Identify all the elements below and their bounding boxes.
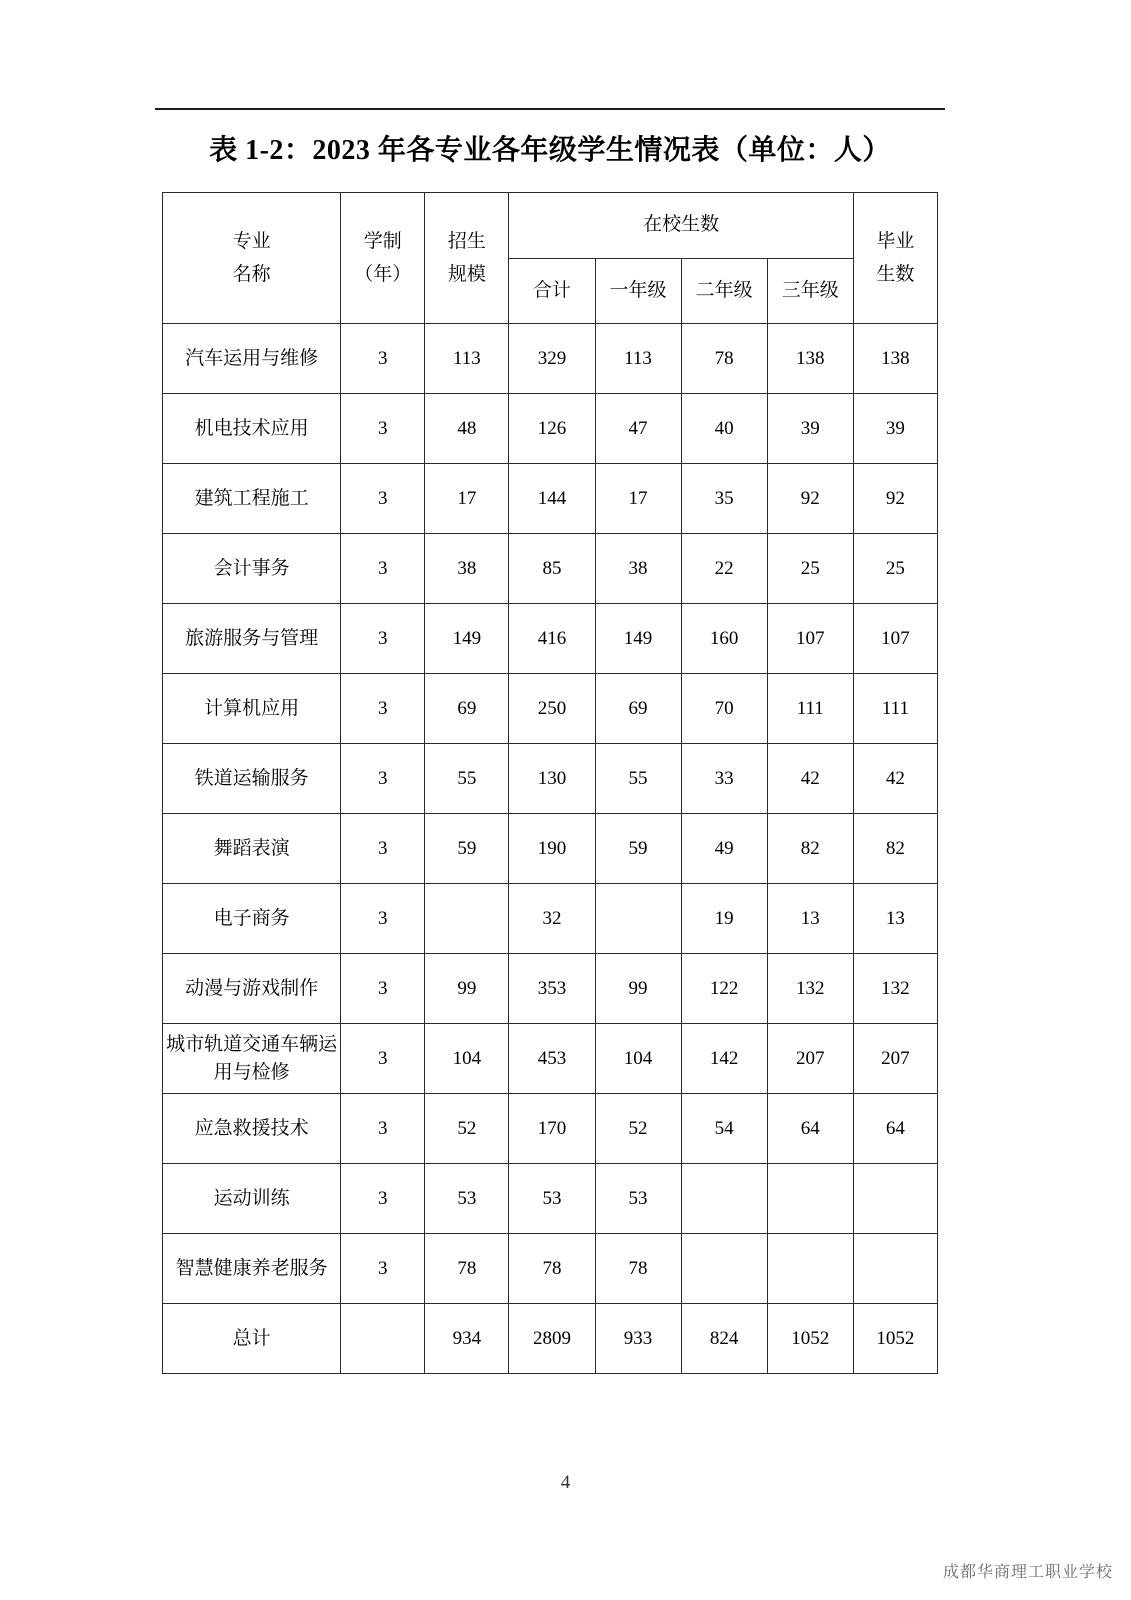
cell-grade2: 40 bbox=[681, 394, 767, 464]
column-header-major-line2: 名称 bbox=[232, 264, 271, 285]
cell-total: 250 bbox=[509, 674, 595, 744]
cell-intake: 52 bbox=[425, 1094, 509, 1164]
cell-grade2 bbox=[681, 1164, 767, 1234]
cell-total: 2809 bbox=[509, 1304, 595, 1374]
cell-total: 85 bbox=[509, 534, 595, 604]
student-statistics-table bbox=[162, 192, 938, 1374]
student-table-container bbox=[162, 192, 938, 1374]
cell-grade1: 59 bbox=[595, 814, 681, 884]
table-row bbox=[163, 324, 938, 394]
cell-total: 78 bbox=[509, 1234, 595, 1304]
table-row bbox=[163, 884, 938, 954]
cell-grade3: 13 bbox=[767, 884, 853, 954]
cell-major: 总计 bbox=[163, 1304, 341, 1374]
cell-grade1: 38 bbox=[595, 534, 681, 604]
table-row bbox=[163, 674, 938, 744]
cell-intake: 59 bbox=[425, 814, 509, 884]
table-row bbox=[163, 1024, 938, 1094]
cell-grade1: 99 bbox=[595, 954, 681, 1024]
cell-graduates: 1052 bbox=[853, 1304, 937, 1374]
cell-total: 329 bbox=[509, 324, 595, 394]
cell-intake bbox=[425, 884, 509, 954]
cell-years: 3 bbox=[341, 744, 425, 814]
cell-total: 53 bbox=[509, 1164, 595, 1234]
table-row bbox=[163, 1094, 938, 1164]
cell-grade1: 149 bbox=[595, 604, 681, 674]
cell-grade1: 52 bbox=[595, 1094, 681, 1164]
table-row bbox=[163, 464, 938, 534]
cell-years: 3 bbox=[341, 1164, 425, 1234]
cell-years bbox=[341, 1304, 425, 1374]
watermark: 成都华商理工职业学校 bbox=[942, 1564, 1113, 1581]
column-header-grade1: 一年级 bbox=[595, 258, 681, 324]
cell-grade2: 33 bbox=[681, 744, 767, 814]
table-row bbox=[163, 1234, 938, 1304]
cell-graduates: 42 bbox=[853, 744, 937, 814]
cell-intake: 48 bbox=[425, 394, 509, 464]
cell-grade2: 35 bbox=[681, 464, 767, 534]
cell-grade2: 160 bbox=[681, 604, 767, 674]
cell-grade3: 207 bbox=[767, 1024, 853, 1094]
cell-years: 3 bbox=[341, 1024, 425, 1094]
cell-grade2: 824 bbox=[681, 1304, 767, 1374]
column-header-intake bbox=[425, 193, 509, 324]
cell-total: 126 bbox=[509, 394, 595, 464]
header-rule bbox=[155, 108, 945, 110]
cell-years: 3 bbox=[341, 394, 425, 464]
cell-grade3: 64 bbox=[767, 1094, 853, 1164]
cell-intake: 78 bbox=[425, 1234, 509, 1304]
cell-grade3 bbox=[767, 1164, 853, 1234]
cell-graduates: 107 bbox=[853, 604, 937, 674]
cell-total: 453 bbox=[509, 1024, 595, 1094]
table-row bbox=[163, 394, 938, 464]
cell-major: 计算机应用 bbox=[163, 674, 341, 744]
table-row bbox=[163, 744, 938, 814]
cell-graduates: 111 bbox=[853, 674, 937, 744]
cell-grade2 bbox=[681, 1234, 767, 1304]
cell-grade1: 17 bbox=[595, 464, 681, 534]
cell-grade2: 70 bbox=[681, 674, 767, 744]
cell-grade2: 19 bbox=[681, 884, 767, 954]
cell-grade3: 132 bbox=[767, 954, 853, 1024]
cell-total: 32 bbox=[509, 884, 595, 954]
cell-grade1: 104 bbox=[595, 1024, 681, 1094]
cell-graduates: 25 bbox=[853, 534, 937, 604]
cell-grade1: 113 bbox=[595, 324, 681, 394]
cell-major: 机电技术应用 bbox=[163, 394, 341, 464]
cell-grade3: 42 bbox=[767, 744, 853, 814]
cell-total: 190 bbox=[509, 814, 595, 884]
page-number: 4 bbox=[560, 1472, 571, 1493]
cell-grade1: 78 bbox=[595, 1234, 681, 1304]
table-body bbox=[163, 324, 938, 1374]
cell-grade3: 1052 bbox=[767, 1304, 853, 1374]
table-header bbox=[163, 193, 938, 324]
column-header-grade2: 二年级 bbox=[681, 258, 767, 324]
cell-graduates: 138 bbox=[853, 324, 937, 394]
cell-grade3: 82 bbox=[767, 814, 853, 884]
column-header-graduates-line2: 生数 bbox=[876, 264, 915, 285]
cell-grade2: 54 bbox=[681, 1094, 767, 1164]
column-header-major bbox=[163, 193, 341, 324]
cell-intake: 55 bbox=[425, 744, 509, 814]
table-row bbox=[163, 814, 938, 884]
cell-graduates: 132 bbox=[853, 954, 937, 1024]
table-row bbox=[163, 604, 938, 674]
cell-intake: 53 bbox=[425, 1164, 509, 1234]
cell-total: 170 bbox=[509, 1094, 595, 1164]
cell-years: 3 bbox=[341, 814, 425, 884]
cell-years: 3 bbox=[341, 324, 425, 394]
table-row bbox=[163, 1304, 938, 1374]
cell-grade2: 22 bbox=[681, 534, 767, 604]
column-header-grade3: 三年级 bbox=[767, 258, 853, 324]
cell-grade1: 69 bbox=[595, 674, 681, 744]
cell-years: 3 bbox=[341, 604, 425, 674]
cell-major: 汽车运用与维修 bbox=[163, 324, 341, 394]
cell-major: 旅游服务与管理 bbox=[163, 604, 341, 674]
cell-years: 3 bbox=[341, 1094, 425, 1164]
cell-grade2: 142 bbox=[681, 1024, 767, 1094]
column-header-major-line1: 专业 bbox=[232, 230, 271, 252]
cell-major: 城市轨道交通车辆运用与检修 bbox=[163, 1024, 341, 1094]
cell-grade3: 39 bbox=[767, 394, 853, 464]
column-header-years-line2: （年） bbox=[354, 264, 412, 285]
cell-major: 动漫与游戏制作 bbox=[163, 954, 341, 1024]
cell-major: 会计事务 bbox=[163, 534, 341, 604]
cell-grade3: 107 bbox=[767, 604, 853, 674]
cell-major: 智慧健康养老服务 bbox=[163, 1234, 341, 1304]
cell-major: 应急救援技术 bbox=[163, 1094, 341, 1164]
table-row bbox=[163, 534, 938, 604]
cell-intake: 113 bbox=[425, 324, 509, 394]
cell-grade1: 53 bbox=[595, 1164, 681, 1234]
cell-graduates: 39 bbox=[853, 394, 937, 464]
column-header-enrolled-total: 合计 bbox=[509, 258, 595, 324]
cell-grade2: 78 bbox=[681, 324, 767, 394]
cell-grade3: 25 bbox=[767, 534, 853, 604]
column-header-intake-line2: 规模 bbox=[447, 264, 486, 285]
table-header-row-1 bbox=[163, 193, 938, 259]
cell-grade3: 138 bbox=[767, 324, 853, 394]
column-header-years-line1: 学制 bbox=[363, 230, 402, 252]
cell-total: 353 bbox=[509, 954, 595, 1024]
cell-intake: 149 bbox=[425, 604, 509, 674]
cell-grade1: 47 bbox=[595, 394, 681, 464]
cell-intake: 17 bbox=[425, 464, 509, 534]
table-row bbox=[163, 1164, 938, 1234]
cell-years: 3 bbox=[341, 464, 425, 534]
cell-grade1: 55 bbox=[595, 744, 681, 814]
cell-total: 416 bbox=[509, 604, 595, 674]
cell-graduates bbox=[853, 1234, 937, 1304]
column-header-intake-line1: 招生 bbox=[447, 230, 486, 252]
cell-graduates: 92 bbox=[853, 464, 937, 534]
cell-major: 建筑工程施工 bbox=[163, 464, 341, 534]
cell-major: 舞蹈表演 bbox=[163, 814, 341, 884]
cell-years: 3 bbox=[341, 884, 425, 954]
cell-grade3: 111 bbox=[767, 674, 853, 744]
cell-years: 3 bbox=[341, 534, 425, 604]
table-row bbox=[163, 954, 938, 1024]
cell-grade2: 49 bbox=[681, 814, 767, 884]
cell-grade1: 933 bbox=[595, 1304, 681, 1374]
cell-intake: 99 bbox=[425, 954, 509, 1024]
cell-major: 运动训练 bbox=[163, 1164, 341, 1234]
column-header-graduates-line1: 毕业 bbox=[876, 230, 915, 252]
cell-grade3: 92 bbox=[767, 464, 853, 534]
cell-major: 铁道运输服务 bbox=[163, 744, 341, 814]
column-header-enrolled-group: 在校生数 bbox=[509, 193, 853, 259]
cell-intake: 104 bbox=[425, 1024, 509, 1094]
cell-total: 144 bbox=[509, 464, 595, 534]
cell-grade1 bbox=[595, 884, 681, 954]
column-header-years bbox=[341, 193, 425, 324]
column-header-graduates bbox=[853, 193, 937, 324]
cell-intake: 934 bbox=[425, 1304, 509, 1374]
cell-graduates: 82 bbox=[853, 814, 937, 884]
page-title: 表 1-2：2023 年各专业各年级学生情况表（单位：人） bbox=[209, 135, 891, 166]
cell-years: 3 bbox=[341, 1234, 425, 1304]
cell-graduates bbox=[853, 1164, 937, 1234]
cell-grade3 bbox=[767, 1234, 853, 1304]
cell-years: 3 bbox=[341, 674, 425, 744]
cell-grade2: 122 bbox=[681, 954, 767, 1024]
cell-graduates: 64 bbox=[853, 1094, 937, 1164]
cell-intake: 69 bbox=[425, 674, 509, 744]
cell-intake: 38 bbox=[425, 534, 509, 604]
cell-graduates: 13 bbox=[853, 884, 937, 954]
cell-years: 3 bbox=[341, 954, 425, 1024]
cell-major: 电子商务 bbox=[163, 884, 341, 954]
cell-graduates: 207 bbox=[853, 1024, 937, 1094]
cell-total: 130 bbox=[509, 744, 595, 814]
